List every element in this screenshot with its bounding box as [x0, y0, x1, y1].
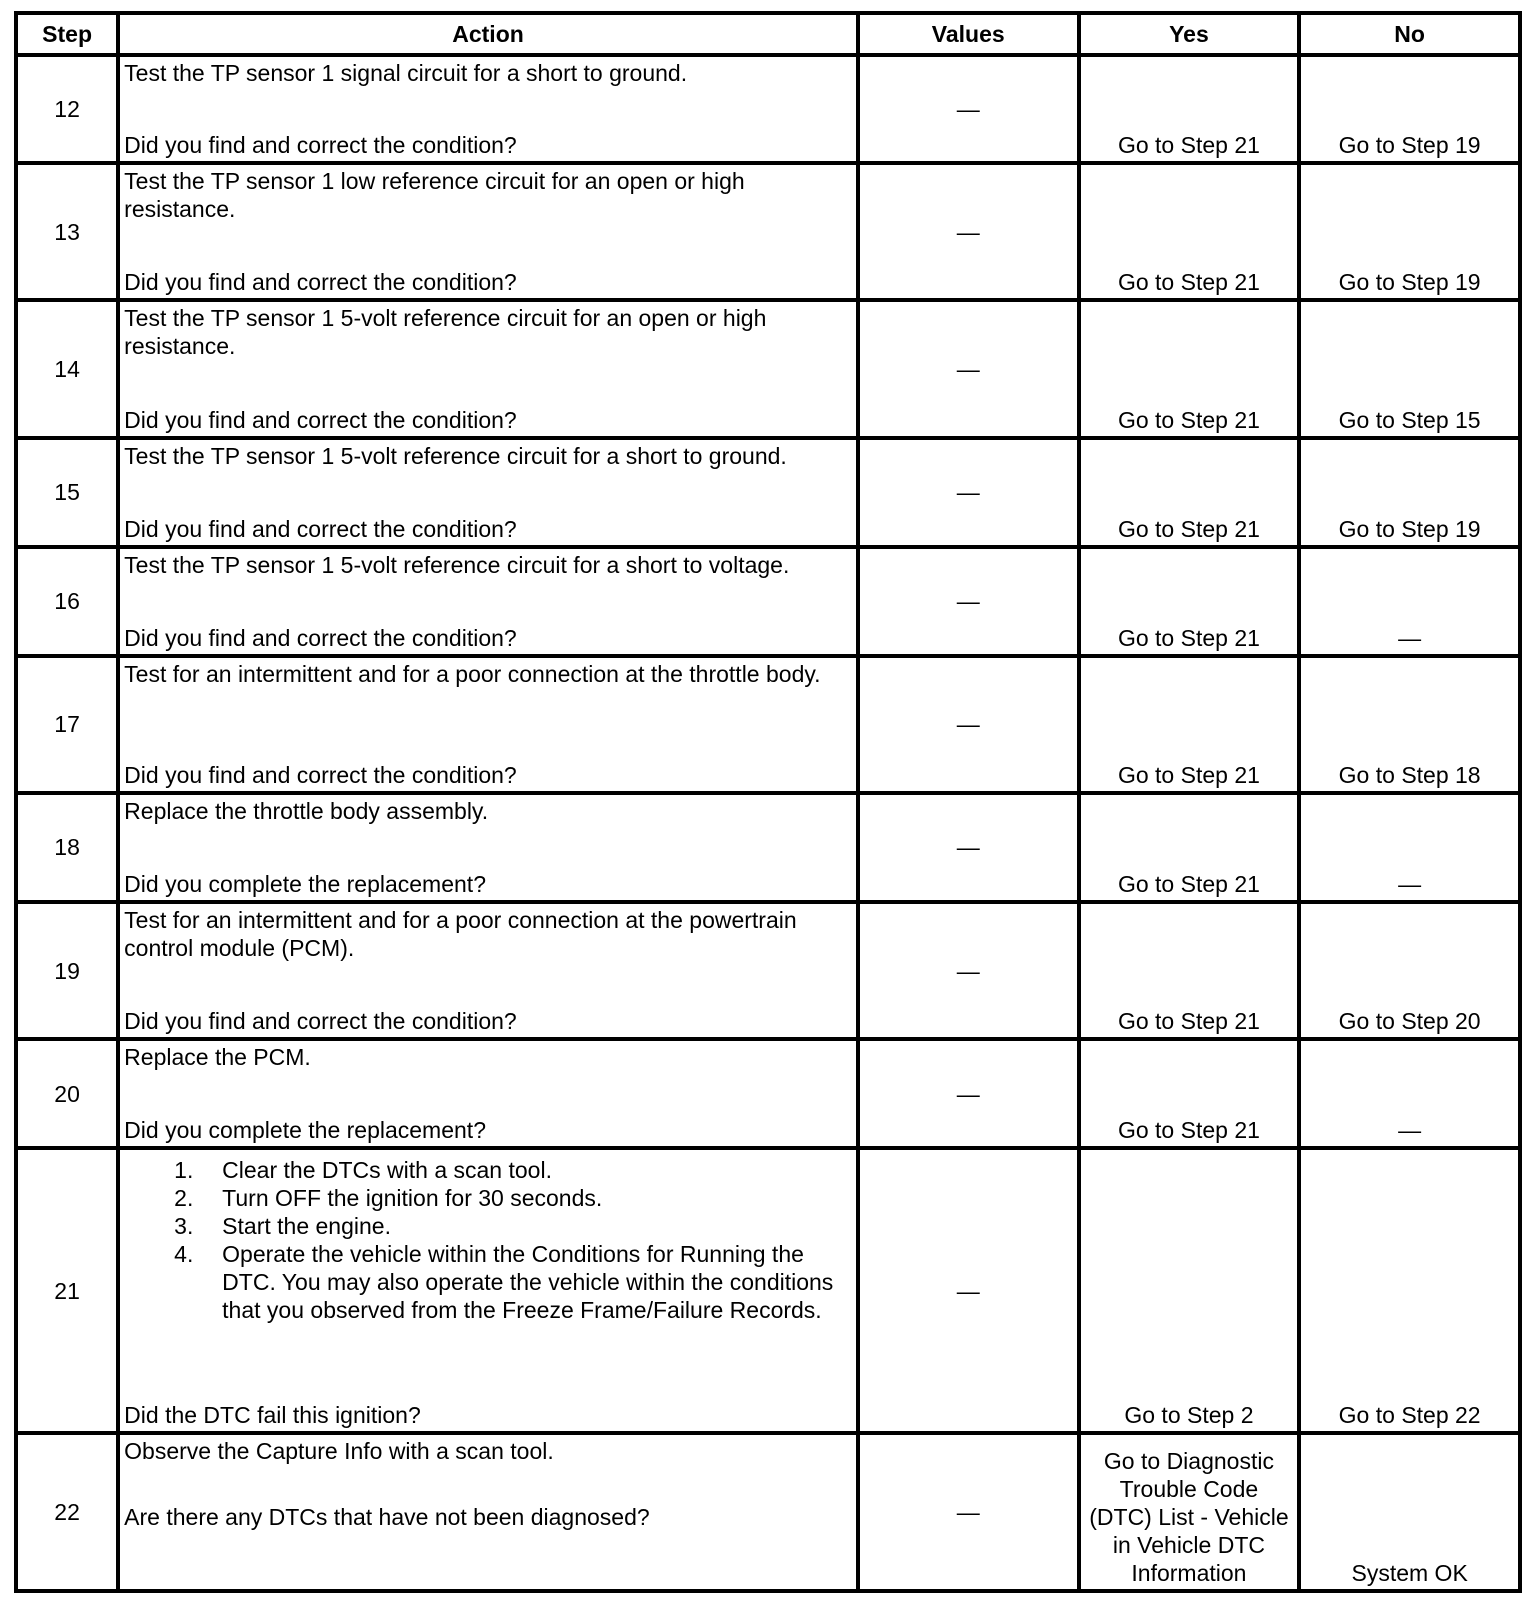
header-values: Values [858, 13, 1079, 55]
header-row [16, 13, 1520, 55]
values-cell: — [858, 438, 1079, 547]
values-cell: — [858, 547, 1079, 656]
action-question: Did the DTC fail this ignition? [124, 1402, 421, 1429]
header-action: Action [118, 13, 858, 55]
action-question: Did you find and correct the condition? [124, 761, 517, 788]
diagnostic-table [14, 11, 1522, 1593]
no-cell: System OK [1299, 1433, 1520, 1591]
action-text: Test for an intermittent and for a poor connection at the throttle body. [124, 660, 821, 687]
action-text: Test the TP sensor 1 5-volt reference circuit for a short to voltage. [124, 551, 790, 578]
header-yes: Yes [1079, 13, 1300, 55]
no-cell: — [1299, 547, 1520, 656]
values-cell: — [858, 1433, 1079, 1591]
list-item: Start the engine. [222, 1213, 391, 1240]
table-row [16, 656, 1520, 793]
values-cell: — [858, 1039, 1079, 1148]
action-cell [118, 163, 858, 300]
action-cell [118, 55, 858, 163]
yes-cell: Go to Step 21 [1079, 656, 1300, 793]
action-text: Observe the Capture Info with a scan tool. [124, 1438, 554, 1465]
action-cell [118, 547, 858, 656]
step-number: 12 [16, 55, 118, 163]
action-cell [118, 902, 858, 1039]
action-question: Did you find and correct the condition? [124, 131, 517, 158]
values-cell: — [858, 55, 1079, 163]
yes-cell: Go to Step 21 [1079, 55, 1300, 163]
list-item: Turn OFF the ignition for 30 seconds. [222, 1185, 603, 1212]
no-cell: — [1299, 1039, 1520, 1148]
yes-cell: Go to Step 21 [1079, 300, 1300, 437]
step-number: 17 [16, 656, 118, 793]
action-cell [118, 1433, 858, 1591]
table-row [16, 300, 1520, 437]
yes-cell: Go to Step 21 [1079, 793, 1300, 902]
no-cell: Go to Step 19 [1299, 438, 1520, 547]
table-row [16, 1433, 1520, 1591]
header-step: Step [16, 13, 118, 55]
yes-cell: Go to Step 21 [1079, 163, 1300, 300]
action-question: Did you find and correct the condition? [124, 624, 517, 651]
values-cell: — [858, 163, 1079, 300]
action-cell [118, 300, 858, 437]
step-number: 16 [16, 547, 118, 656]
no-cell: Go to Step 22 [1299, 1148, 1520, 1433]
action-text: Test the TP sensor 1 signal circuit for a short to ground. [124, 60, 688, 86]
table-row [16, 163, 1520, 300]
action-cell [118, 438, 858, 547]
yes-cell: Go to Step 21 [1079, 902, 1300, 1039]
yes-cell: Go to Step 2 [1079, 1148, 1300, 1433]
values-cell: — [858, 793, 1079, 902]
action-question: Did you find and correct the condition? [124, 406, 517, 433]
action-cell [118, 656, 858, 793]
table-row [16, 55, 1520, 163]
action-cell [118, 793, 858, 902]
action-question: Are there any DTCs that have not been diagnosed? [124, 1504, 650, 1531]
no-cell: Go to Step 15 [1299, 300, 1520, 437]
action-text: Test the TP sensor 1 5-volt reference circuit for a short to ground. [124, 442, 787, 469]
yes-cell: Go to Step 21 [1079, 438, 1300, 547]
values-cell: — [858, 656, 1079, 793]
table-row [16, 902, 1520, 1039]
action-question: Did you find and correct the condition? [124, 269, 517, 296]
procedure-list [124, 1156, 852, 1324]
table-row [16, 438, 1520, 547]
action-cell [118, 1148, 858, 1433]
action-question: Did you complete the replacement? [124, 1117, 486, 1144]
action-text: Replace the PCM. [124, 1044, 311, 1071]
step-number: 21 [16, 1148, 118, 1433]
step-number: 13 [16, 163, 118, 300]
action-question: Did you complete the replacement? [124, 870, 486, 897]
table-row [16, 547, 1520, 656]
step-number: 19 [16, 902, 118, 1039]
yes-cell: Go to Step 21 [1079, 1039, 1300, 1148]
header-no: No [1299, 13, 1520, 55]
action-text: Test the TP sensor 1 5-volt reference circuit for an open or high resistance. [124, 305, 767, 360]
step-number: 14 [16, 300, 118, 437]
table-row [16, 1148, 1520, 1433]
values-cell: — [858, 1148, 1079, 1433]
step-number: 20 [16, 1039, 118, 1148]
action-text: Test for an intermittent and for a poor connection at the powertrain control module (PCM). [124, 906, 797, 961]
no-cell: Go to Step 19 [1299, 55, 1520, 163]
list-item: Operate the vehicle within the Conditions for Running the DTC. You may also operate the vehicle within the conditions that you observed from the Freeze Frame/Failure Records. [222, 1241, 834, 1324]
step-number: 15 [16, 438, 118, 547]
yes-cell: Go to Step 21 [1079, 547, 1300, 656]
no-cell: Go to Step 19 [1299, 163, 1520, 300]
action-text: Replace the throttle body assembly. [124, 797, 489, 824]
action-cell [118, 1039, 858, 1148]
list-item: Clear the DTCs with a scan tool. [222, 1157, 552, 1184]
values-cell: — [858, 300, 1079, 437]
action-question: Did you find and correct the condition? [124, 1008, 517, 1035]
step-number: 18 [16, 793, 118, 902]
no-cell: Go to Step 18 [1299, 656, 1520, 793]
values-cell: — [858, 902, 1079, 1039]
action-question: Did you find and correct the condition? [124, 515, 517, 542]
table-row [16, 793, 1520, 902]
action-text: Test the TP sensor 1 low reference circuit for an open or high resistance. [124, 167, 745, 222]
yes-cell: Go to Diagnostic Trouble Code (DTC) List - Vehicle in Vehicle DTC Information [1079, 1433, 1300, 1591]
step-number: 22 [16, 1433, 118, 1591]
no-cell: — [1299, 793, 1520, 902]
no-cell: Go to Step 20 [1299, 902, 1520, 1039]
table-row [16, 1039, 1520, 1148]
